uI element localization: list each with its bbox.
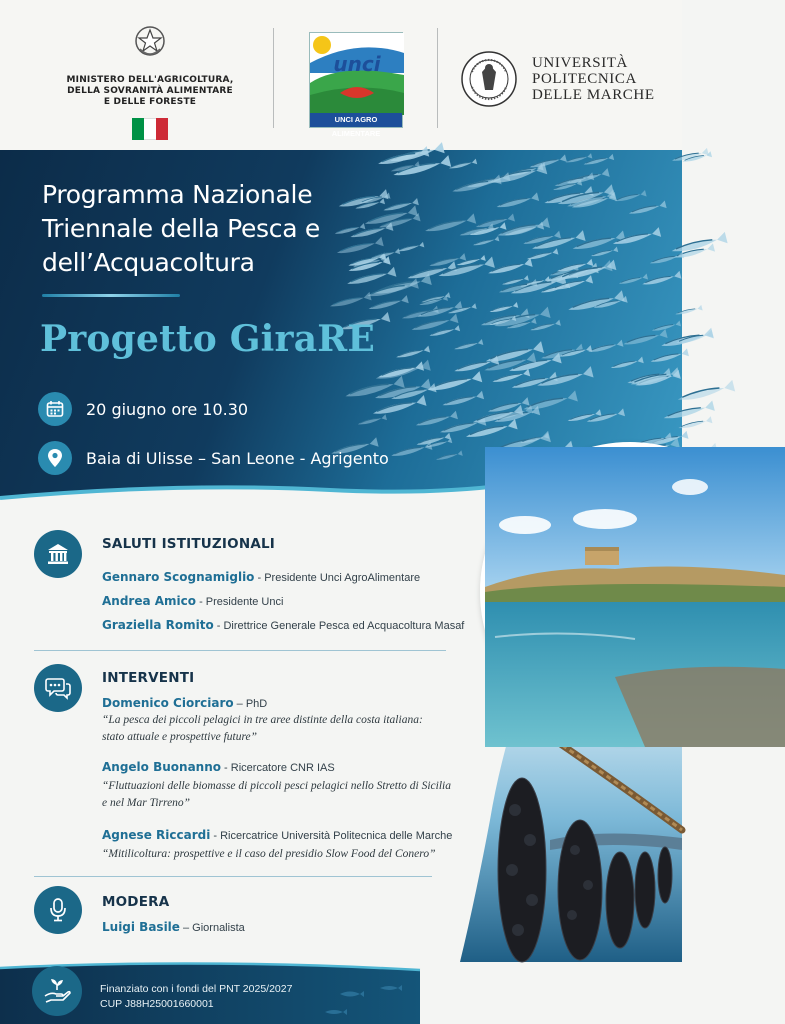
univpm-logo <box>460 50 655 108</box>
unci-logo-graphic <box>310 33 404 115</box>
fish-shape <box>487 258 533 278</box>
speech-bubbles-icon <box>34 664 82 712</box>
coastline-photo <box>480 442 780 742</box>
university-name-line3: DELLE MARCHE <box>532 87 655 103</box>
modera-title: MODERA <box>102 894 170 910</box>
saluti-section <box>34 530 465 640</box>
fish-shape <box>453 339 483 352</box>
section-divider <box>34 650 446 651</box>
fish-shape <box>586 408 625 425</box>
project-name: Progetto GiraRE <box>40 318 375 360</box>
svg-text:unci: unci <box>333 52 381 76</box>
talk-title <box>102 712 482 746</box>
event-location: Baia di Ulisse – San Leone - Agrigento <box>86 448 389 468</box>
fish-shape <box>590 247 618 259</box>
event-date-row <box>38 392 248 426</box>
fish-shape <box>329 292 372 311</box>
programme-title-line2: Triennale della Pesca e <box>42 214 320 243</box>
talk-title <box>102 778 482 812</box>
fish-shape <box>675 305 703 317</box>
speaker-name: Graziella Romito <box>102 618 214 632</box>
talk-title <box>102 846 482 863</box>
fish-shape <box>357 414 387 427</box>
fish-shape <box>465 419 518 442</box>
funding-line: Finanziato con i fondi del PNT 2025/2027 <box>100 983 293 995</box>
unci-logo <box>309 32 403 138</box>
programme-title-line3: dell’Acquacoltura <box>42 248 255 277</box>
moderator-name: Luigi Basile <box>102 920 180 934</box>
programme-title-line1: Programma Nazionale <box>42 180 313 209</box>
speaker-role: - Presidente Unci AgroAlimentare <box>254 572 421 584</box>
italian-flag-icon <box>132 118 168 140</box>
interventi-section <box>34 664 474 874</box>
fish-shape <box>567 409 602 424</box>
interventi-title: INTERVENTI <box>102 670 195 686</box>
ministry-name-line3: E DELLE FORESTE <box>103 97 197 107</box>
speaker-entry <box>102 696 267 710</box>
fish-shape <box>496 192 540 211</box>
calendar-icon <box>38 392 72 426</box>
microphone-icon <box>34 886 82 934</box>
university-seal-icon <box>460 50 518 108</box>
fish-shape <box>610 357 644 372</box>
speaker-name: Gennaro Scognamiglio <box>102 570 255 584</box>
fish-shape <box>368 295 409 313</box>
fish-shape <box>662 400 714 423</box>
talk-title-line1: “Fluttuazioni delle biomasse di piccoli pesci pelagici nello Stretto di Sicilia <box>102 780 451 792</box>
event-date: 20 giugno ore 10.30 <box>86 399 249 419</box>
speaker-role: - Presidente Unci <box>196 596 284 608</box>
section-divider <box>34 876 432 877</box>
fish-shape <box>396 242 424 254</box>
fish-shape <box>587 340 623 356</box>
header-separator <box>273 28 274 128</box>
university-name <box>532 55 655 103</box>
header <box>0 0 682 150</box>
fish-shape <box>583 154 614 168</box>
speaker-name: Agnese Riccardi <box>102 828 211 842</box>
talk-title-line1: “Mitilicoltura: prospettive e il caso del presidio Slow Food del Conero” <box>102 848 436 860</box>
ministry-name-line2: DELLA SOVRANITÀ ALIMENTARE <box>67 86 233 96</box>
fish-shape <box>489 302 518 315</box>
fish-shape <box>451 174 501 196</box>
institution-building-icon <box>34 530 82 578</box>
fish-shape <box>618 274 648 287</box>
fish-shape <box>441 391 484 410</box>
footer <box>0 960 682 1024</box>
fish-shape <box>622 329 668 349</box>
italian-republic-emblem-icon <box>133 22 167 60</box>
fish-shape <box>447 303 476 316</box>
fish-shape <box>472 236 499 248</box>
fish-shape <box>641 271 681 288</box>
speaker-entry <box>102 618 464 632</box>
speaker-name: Angelo Buonanno <box>102 760 221 774</box>
moderator-entry <box>102 920 245 934</box>
modera-section <box>34 886 434 946</box>
speaker-entry <box>102 570 420 584</box>
fish-shape <box>336 237 384 258</box>
fish-shape <box>678 416 713 431</box>
university-name-line2: POLITECNICA <box>532 71 637 87</box>
saluti-title: SALUTI ISTITUZIONALI <box>102 536 275 552</box>
fish-shape <box>650 348 689 365</box>
fish-shape <box>614 190 647 204</box>
speaker-entry <box>102 760 335 774</box>
speaker-name: Andrea Amico <box>102 594 197 608</box>
talk-title-line1: “La pesca dei piccoli pelagici in tre aree distinte della costa italiana: <box>102 714 423 726</box>
cup-code: CUP J88H25001660001 <box>100 998 214 1010</box>
fish-shape <box>651 320 681 333</box>
speaker-role: - Direttrice Generale Pesca ed Acquacoltura Masaf <box>213 620 465 632</box>
fish-shape <box>676 380 735 406</box>
fish-shape <box>435 450 462 462</box>
speaker-name: Domenico Ciorciaro <box>102 696 234 710</box>
talk-title-line2: e nel Mar Tirreno” <box>102 797 191 809</box>
fish-shape <box>649 251 684 266</box>
fish-shape <box>448 159 477 172</box>
speaker-role: – PhD <box>233 698 268 710</box>
fish-shape <box>395 346 430 361</box>
title-accent-line <box>42 294 180 297</box>
hand-plant-icon <box>32 966 82 1016</box>
ministry-name-line1: MINISTERO DELL'AGRICOLTURA, <box>66 75 234 85</box>
fish-shape <box>426 371 482 396</box>
speaker-role: - Ricercatore CNR IAS <box>221 762 335 774</box>
university-name-line1: UNIVERSITÀ <box>532 55 628 71</box>
speaker-entry <box>102 594 283 608</box>
talk-title-line2: stato attuale e prospettive future” <box>102 731 258 743</box>
fish-shape <box>628 200 667 217</box>
moderator-role: – Giornalista <box>179 922 245 934</box>
speaker-role: - Ricercatrice Università Politecnica delle Marche <box>210 830 453 842</box>
fish-shape <box>390 442 432 460</box>
speaker-entry <box>102 828 452 842</box>
unci-logo-label: UNCI AGRO ALIMENTARE <box>310 113 402 127</box>
ministry-logo <box>55 22 245 140</box>
funding-info <box>100 982 292 1012</box>
header-separator <box>437 28 438 128</box>
programme-title <box>42 178 320 280</box>
